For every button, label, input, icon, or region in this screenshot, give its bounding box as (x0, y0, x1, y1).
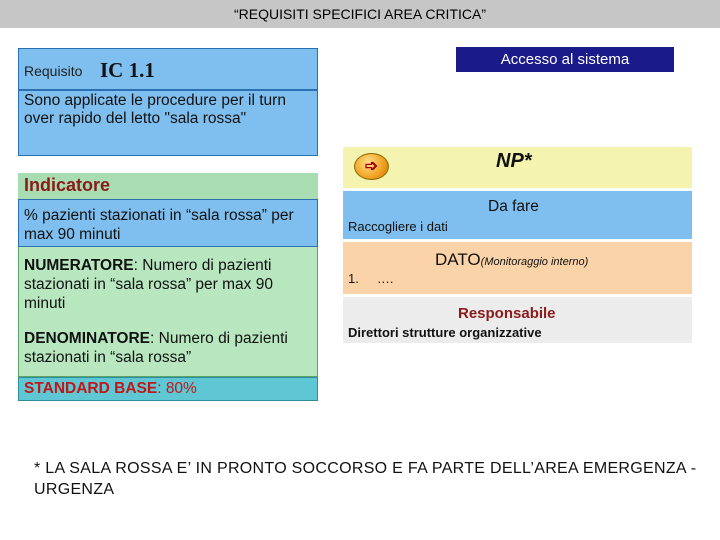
footnote: * LA SALA ROSSA E’ IN PRONTO SOCCORSO E FA PARTE DELL’AREA EMERGENZA - URGENZA (34, 460, 697, 498)
indicatore-description: % pazienti stazionati in “sala rossa” per max 90 minuti (24, 207, 294, 243)
numeratore-label: NUMERATORE (24, 257, 134, 274)
arrow-right-icon[interactable]: ➩ (354, 153, 389, 180)
np-label: NP* (496, 150, 532, 172)
standard-base (24, 380, 197, 398)
denominatore-label: DENOMINATORE (24, 330, 151, 347)
standard-label: STANDARD BASE (24, 380, 158, 397)
denominatore (24, 329, 316, 367)
indicatore-title: Indicatore (24, 175, 111, 195)
responsabile-text: Direttori strutture organizzative (348, 325, 542, 340)
dato-title: DATO (435, 250, 481, 269)
page-title: “REQUISITI SPECIFICI AREA CRITICA” (233, 6, 487, 22)
access-system-button[interactable]: Accesso al sistema (456, 47, 674, 72)
requisito-code: IC 1.1 (100, 58, 155, 82)
dato-item-number: 1. (348, 271, 359, 286)
numeratore (24, 256, 316, 313)
dato-item-text: …. (376, 271, 394, 286)
dato-subtitle: (Monitoraggio interno) (480, 256, 589, 268)
da-fare-title: Da fare (488, 198, 539, 215)
denominatore-text: : Numero di pazienti stazionati in “sala rossa” (24, 330, 288, 366)
responsabile-title: Responsabile (458, 305, 556, 322)
requisito-label: Requisito (24, 63, 83, 79)
dato-list-item (348, 271, 394, 286)
dato-heading (435, 250, 588, 270)
standard-value: : 80% (157, 380, 197, 397)
da-fare-text: Raccogliere i dati (348, 219, 448, 234)
numeratore-text: : Numero di pazienti stazionati in “sala rossa” per max 90 minuti (24, 257, 273, 312)
requisito-description: Sono applicate le procedure per il turn over rapido del letto "sala rossa" (24, 92, 286, 127)
